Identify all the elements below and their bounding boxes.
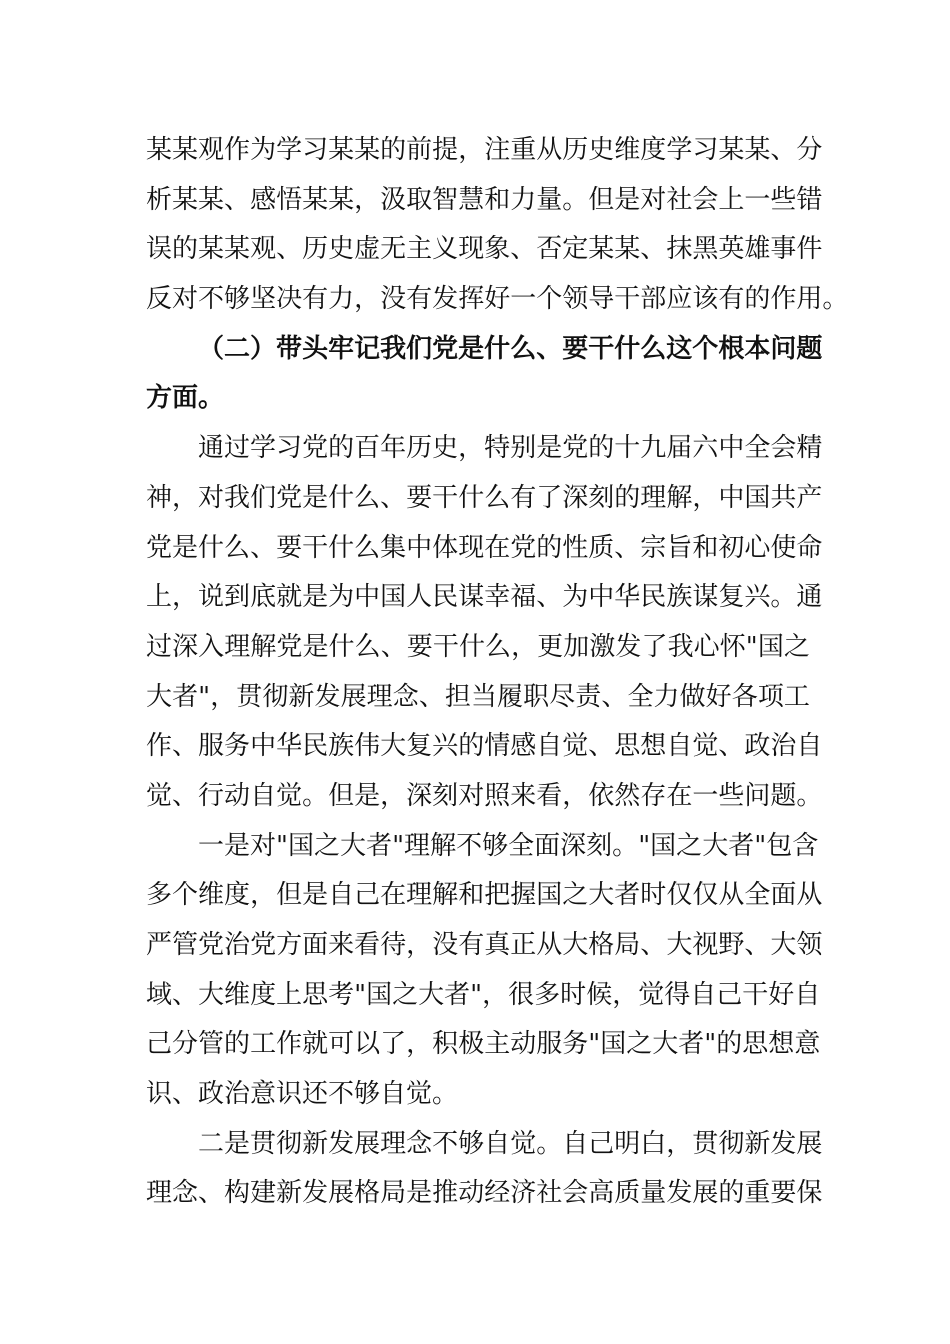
section-heading-line: （ 二 ） 带 头 牢 记 我 们 党 是 什 么 、 要 干 什 么 这 个 根 本 问 题 xyxy=(198,333,823,364)
paragraph-line: 识、政治意识还不够自觉。 xyxy=(146,1079,459,1110)
paragraph-line: 反 对 不 够 坚 决 有 力 ， 没 有 发 挥 好 一 个 领 导 干 部 应 该 有 的 作 用 。 xyxy=(146,284,849,315)
paragraph-line: 严 管 党 治 党 方 面 来 看 待 ， 没 有 真 正 从 大 格 局 、 大 视 野 、 大 领 xyxy=(146,930,823,960)
paragraph-line: 上 ， 说 到 底 就 是 为 中 国 人 民 谋 幸 福 、 为 中 华 民 族 谋 复 兴 。 通 xyxy=(146,582,823,613)
paragraph-line: 作 、 服 务 中 华 民 族 伟 大 复 兴 的 情 感 自 觉 、 思 想 自 觉 、 政 治 自 xyxy=(146,731,823,762)
section-heading-line: 方面。 xyxy=(146,383,225,414)
paragraph-line: 某 某 观 作 为 学 习 某 某 的 前 提 ， 注 重 从 历 史 维 度 学 习 某 某 、 分 xyxy=(146,135,823,165)
paragraph-line: 觉 、 行 动 自 觉 。 但 是 ， 深 刻 对 照 来 看 ， 依 然 存 在 一 些 问 题 。 xyxy=(146,780,823,811)
paragraph-line: 过 深 入 理 解 党 是 什 么 、 要 干 什 么 ， 更 加 激 发 了 我 心 怀 " 国 之 xyxy=(146,631,810,662)
paragraph-line: 域 、 大 维 度 上 思 考 " 国 之 大 者 " ， 很 多 时 候 ， 觉 得 自 己 干 好 自 xyxy=(146,979,821,1010)
paragraph-line: 误 的 某 某 观 、 历 史 虚 无 主 义 现 象 、 否 定 某 某 、 抹 黑 英 雄 事 件 xyxy=(146,234,823,265)
paragraph-line: 党 是 什 么 、 要 干 什 么 集 中 体 现 在 党 的 性 质 、 宗 旨 和 初 心 使 命 xyxy=(146,532,823,563)
paragraph-line: 析 某 某 、 感 悟 某 某 ， 汲 取 智 慧 和 力 量 。 但 是 对 社 会 上 一 些 错 xyxy=(146,184,823,215)
paragraph-line: 理 念 、 构 建 新 发 展 格 局 是 推 动 经 济 社 会 高 质 量 发 展 的 重 要 保 xyxy=(146,1178,823,1209)
document-body xyxy=(146,126,849,1219)
paragraph-line: 通 过 学 习 党 的 百 年 历 史 ， 特 别 是 党 的 十 九 届 六 中 全 会 精 xyxy=(198,433,823,464)
paragraph-line: 大 者 " ， 贯 彻 新 发 展 理 念 、 担 当 履 职 尽 责 、 全 力 做 好 各 项 工 xyxy=(146,681,810,712)
paragraph-line: 一 是 对 " 国 之 大 者 " 理 解 不 够 全 面 深 刻 。 " 国 之 大 者 " 包 含 xyxy=(198,830,819,861)
paragraph-line: 二 是 贯 彻 新 发 展 理 念 不 够 自 觉 。 自 己 明 白 ， 贯 彻 新 发 展 xyxy=(198,1128,823,1159)
paragraph-line: 神 ， 对 我 们 党 是 什 么 、 要 干 什 么 有 了 深 刻 的 理 解 ， 中 国 共 产 xyxy=(146,482,823,513)
paragraph-line: 多 个 维 度 ， 但 是 自 己 在 理 解 和 把 握 国 之 大 者 时 仅 仅 从 全 面 从 xyxy=(146,880,823,911)
paragraph-line: 己 分 管 的 工 作 就 可 以 了 ， 积 极 主 动 服 务 " 国 之 大 者 " 的 思 想 意 xyxy=(146,1029,821,1060)
